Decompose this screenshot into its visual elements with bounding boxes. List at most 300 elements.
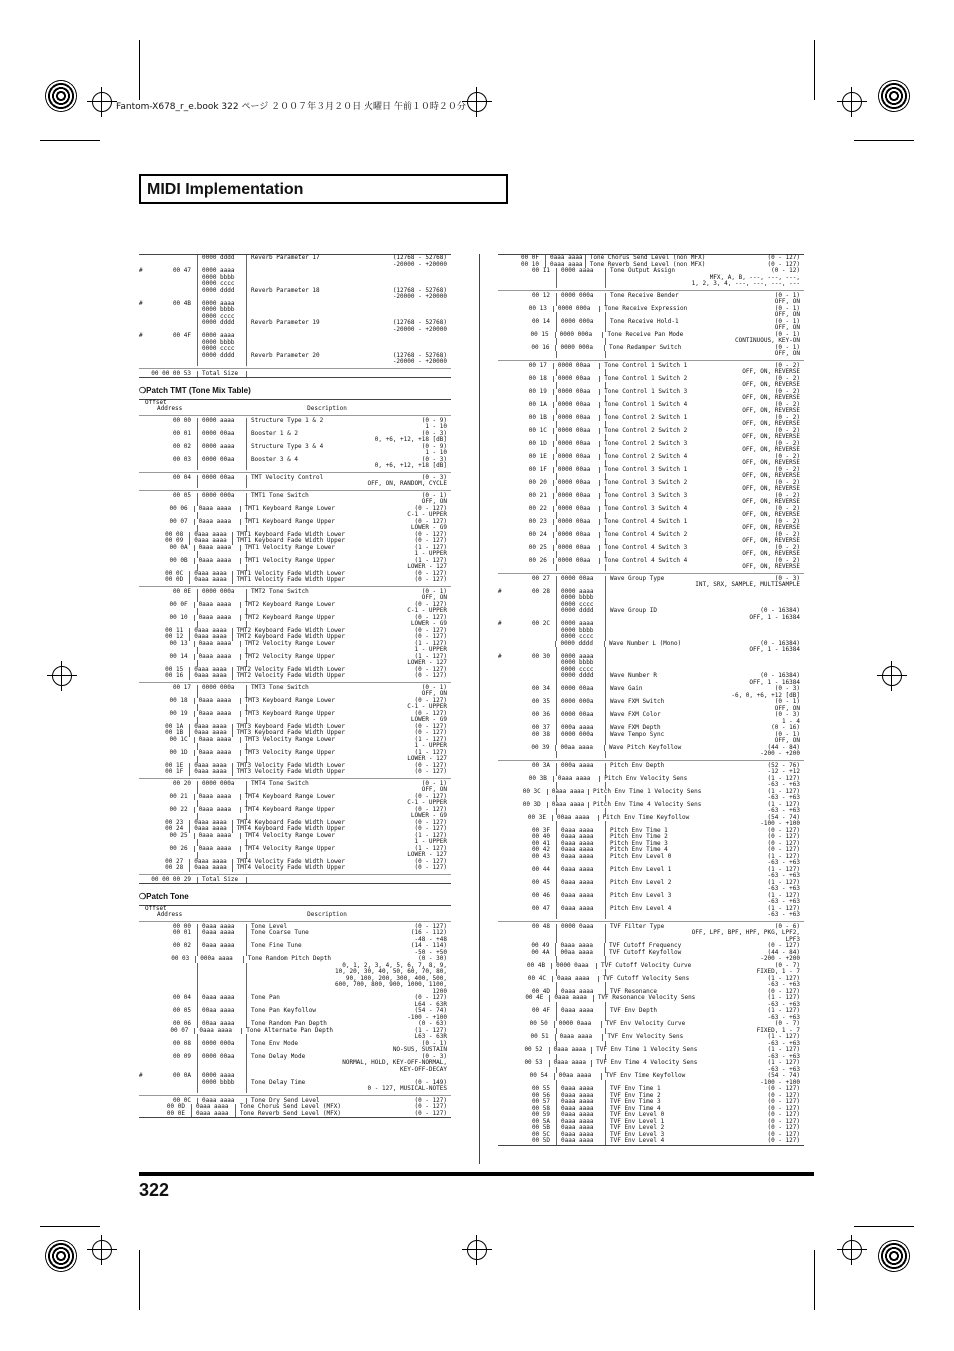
row-description: Pitch Env Depth: [605, 763, 680, 770]
row-description: TMT4 Keyboard Range Upper: [240, 807, 335, 814]
row-data: 0000 bbbb: [197, 340, 246, 347]
row-data: 0aaa aaaa: [197, 1098, 246, 1105]
row-description: Tone Control 1 Switch 4: [599, 402, 687, 409]
row-address: 00 15: [530, 330, 549, 338]
row-address: 00 0C: [172, 1096, 191, 1104]
row-range: C-1 - UPPER: [407, 511, 447, 518]
row-description: TVF Env Time 1: [605, 1086, 680, 1093]
row-range: (0 - 1): [774, 730, 800, 738]
row-range: (0 - 16384): [760, 639, 800, 647]
row-description: TVF Env Velocity Sens: [602, 1034, 683, 1041]
row-data: 0000 aaaa: [197, 444, 246, 451]
row-separator: [498, 760, 804, 761]
row-data: 0000 bbbb: [197, 307, 246, 314]
row-description: TMT4 Velocity Range Lower: [240, 833, 335, 840]
row-description: Pitch Env Level 0: [605, 854, 680, 861]
table-header: [139, 906, 451, 919]
row-marker: #: [139, 332, 143, 339]
row-data: 0000 000a: [556, 319, 605, 326]
row-range: LOWER - 127: [407, 563, 447, 570]
row-description: TVF Env Level 2: [605, 1125, 680, 1132]
row-range: (0 - 127): [414, 504, 447, 512]
row-range: LOWER - 127: [407, 659, 447, 666]
row-data: 0aaa aaaa: [194, 506, 240, 513]
row-range: OFF, ON, REVERSE: [742, 394, 800, 401]
row-data: 0aaa aaaa: [556, 880, 605, 887]
row-data: 0aaa aaaa: [556, 1125, 605, 1132]
row-data: 0aaa aaaa: [194, 833, 240, 840]
row-range: -20000 - +20000: [392, 325, 447, 333]
row-range: (0 - 2): [774, 374, 800, 382]
row-separator: [498, 290, 804, 291]
row-range: (0 - 127): [767, 1104, 800, 1112]
row-range: (0 - 127): [414, 729, 447, 736]
row-range: 600, 700, 800, 900, 1000, 1100,: [335, 981, 447, 988]
row-description: Wave Number R: [605, 673, 680, 680]
row-range: OFF, ON, REVERSE: [742, 433, 800, 440]
row-data: [197, 359, 246, 366]
row-address: 00 4C: [527, 974, 546, 982]
row-data: 0000 aaaa: [197, 333, 246, 340]
row-description: Pitch Env Level 2: [605, 880, 680, 887]
row-data: 0000 000a: [556, 293, 605, 300]
row-description: Tone Control 2 Switch 4: [599, 454, 687, 461]
row-data: 0000 cccc: [197, 281, 246, 288]
row-range: NORMAL, HOLD, KEY-OFF-NORMAL,: [342, 1059, 447, 1066]
row-data: 0000 bbbb: [197, 275, 246, 282]
row-data: 0aaa aaaa: [189, 826, 231, 833]
row-range: -63 - +63: [767, 1052, 800, 1060]
row-data: 0000 aaaa: [556, 589, 605, 596]
row-range: (0 - 2): [774, 504, 800, 512]
row-data: 0000 aaaa: [197, 1073, 246, 1080]
row-range: (0 - 127): [414, 576, 447, 583]
row-description: TMT4 Velocity Fade Width Upper: [232, 865, 345, 872]
row-address: 00 27: [531, 574, 550, 582]
row-range: L64 - 63R: [414, 1000, 447, 1008]
row-address: 00 03: [172, 455, 191, 463]
row-address: 00 1C: [528, 426, 547, 434]
row-address: 00 1B: [528, 413, 547, 421]
row-range: (0 - 1): [774, 304, 800, 312]
row-address: 00 20: [528, 478, 547, 486]
row-data: 0000 aaaa: [197, 268, 246, 275]
row-description: TMT2 Velocity Range Upper: [240, 654, 335, 661]
row-data: 0aaa aaaa: [194, 807, 240, 814]
row-data: 0aaa aaaa: [556, 828, 605, 835]
row-address: 00 23: [528, 517, 547, 525]
row-range: (1 - 127): [767, 1033, 801, 1040]
crop-line: [854, 1226, 914, 1227]
row-range: -20000 - +20000: [392, 358, 447, 365]
row-description: TMT1 Velocity Fade Width Lower: [232, 571, 345, 578]
row-data: 0aaa aaaa: [189, 577, 231, 584]
row-range: -12 - +12: [767, 768, 800, 775]
table-row: [139, 577, 451, 584]
row-data: 0000 000a: [197, 493, 246, 500]
row-address: 00 15: [165, 665, 184, 673]
row-address: 00 0E: [172, 587, 191, 595]
row-address: 00 20: [172, 779, 191, 787]
row-range: (0 - 127): [414, 768, 447, 775]
row-address: 00 55: [531, 1085, 550, 1092]
row-description: [605, 751, 680, 758]
row-address: 00 05: [172, 1007, 191, 1014]
row-description: [246, 877, 327, 884]
row-description: TMT4 Velocity Range Upper: [240, 846, 335, 853]
row-range: LOWER - G9: [410, 812, 447, 819]
row-range: (0 - 3): [421, 455, 447, 463]
row-address: 00 5C: [531, 1130, 550, 1138]
row-address: 00 07: [170, 1026, 189, 1034]
row-description: Tone Delay Mode: [246, 1054, 327, 1061]
row-data: 0aaa aaaa: [553, 776, 599, 783]
row-address: 00 07: [169, 517, 188, 525]
crosshair-mark-top-left: [92, 92, 112, 112]
row-address: [504, 912, 556, 919]
row-data: 0aaa aaaa: [189, 763, 231, 770]
row-range: (1 - 127): [767, 994, 801, 1001]
row-data: 0000 aaaa: [556, 268, 605, 275]
row-range: -100 - +100: [760, 820, 800, 827]
row-range: (0 - 127): [767, 833, 800, 840]
section-title-box: [139, 174, 508, 204]
row-range: OFF, ON: [774, 298, 800, 305]
row-data: 0aaa aaaa: [189, 865, 231, 872]
row-range: -20000 - +20000: [392, 260, 447, 268]
row-data: 0000 000a: [556, 732, 605, 739]
row-description: Pitch Env Time 1 Velocity Sens: [588, 789, 701, 796]
row-range: (0 - 1): [774, 330, 801, 338]
row-range: (0 - 127): [414, 864, 447, 871]
row-description: TMT1 Velocity Range Upper: [240, 558, 335, 565]
row-address: 00 10: [169, 613, 188, 621]
row-separator: [498, 573, 804, 574]
row-data: 0aaa aaaa: [189, 859, 231, 866]
row-address: 00 3D: [522, 800, 541, 808]
row-description: TMT1 Keyboard Fade Width Upper: [232, 538, 345, 545]
row-description: Tone Control 1 Switch 2: [599, 376, 687, 383]
tone-heading: ❍Patch Tone: [139, 892, 189, 901]
row-description: Tone Control 4 Switch 2: [599, 532, 687, 539]
row-data: 0000 cccc: [197, 346, 246, 353]
row-description: Pitch Env Velocity Sens: [599, 776, 687, 783]
row-description: TMT2 Velocity Fade Width Upper: [232, 673, 345, 680]
row-description: TMT2 Velocity Fade Width Lower: [232, 667, 345, 674]
row-description: Tone Chorus Send Level (non MFX): [585, 255, 706, 262]
row-description: Tone Control 2 Switch 1: [599, 415, 687, 422]
row-data: 0000 00aa: [553, 493, 599, 500]
row-address: 00 04: [172, 473, 191, 481]
row-description: Pitch Env Level 1: [605, 867, 680, 874]
row-description: Reverb Parameter 20: [246, 353, 327, 360]
row-range: (0 - 7): [774, 1020, 800, 1027]
row-range: (0 - 1): [774, 291, 800, 299]
row-range: (1 - 127): [767, 865, 800, 873]
row-data: 0000 00aa: [553, 376, 599, 383]
row-range: C-1 - UPPER: [407, 703, 447, 710]
row-range: OFF, ON, REVERSE: [742, 407, 800, 414]
row-range: FIXED, 1 - 7: [756, 968, 800, 975]
row-range: 90, 100, 200, 300, 400, 500,: [345, 974, 447, 982]
row-address: 00 43: [531, 852, 550, 860]
row-data: 0000 000a: [555, 345, 604, 352]
row-marker: #: [498, 652, 502, 660]
row-data: 0aaa aaaa: [191, 1111, 235, 1118]
row-data: 0000 00aa: [556, 576, 605, 583]
row-range: (0 - 2): [774, 478, 800, 486]
row-range: (44 - 84): [767, 743, 800, 751]
row-range: 1 - 10: [425, 449, 447, 456]
row-data: 00aa aaaa: [197, 1021, 246, 1028]
table-row: [498, 281, 804, 288]
row-range: (12768 - 52768): [392, 286, 447, 294]
table-row: [498, 751, 804, 758]
row-range: (0 - 3): [421, 1052, 447, 1060]
row-address: [145, 481, 197, 488]
row-data: 0aaa aaaa: [194, 698, 240, 705]
row-address: 00 18: [528, 374, 547, 382]
row-range: (0 - 12): [771, 267, 800, 274]
row-data: 0000 dddd: [555, 641, 604, 648]
row-data: 0aaa aaaa: [555, 943, 604, 950]
row-range: MFX, A, B, ---, ---, ---,: [709, 273, 800, 281]
tmt-heading: ❍Patch TMT (Tone Mix Table): [139, 386, 251, 395]
row-address: 00 1C: [169, 735, 188, 743]
row-range: KEY-OFF-DECAY: [400, 1065, 447, 1073]
row-data: 0000 00aa: [553, 519, 599, 526]
row-address: 00 1F: [528, 465, 547, 473]
row-description: Wave FXM Switch: [605, 699, 680, 706]
row-data: 0aaa aaaa: [556, 841, 605, 848]
row-description: Tone Alternate Pan Depth: [241, 1028, 333, 1035]
row-data: 0000 000a: [197, 685, 246, 692]
row-address: 00 4A: [531, 948, 550, 956]
row-data: 0aaa aaaa: [194, 615, 240, 622]
row-data: 0aaa aaaa: [556, 1138, 605, 1145]
row-range: (1 - 127): [414, 735, 447, 743]
row-range: (1 - 127): [414, 543, 447, 551]
row-description: TMT3 Keyboard Fade Width Upper: [232, 730, 345, 737]
row-data: 0000 dddd: [556, 673, 605, 680]
row-range: (1 - 127): [414, 639, 447, 647]
row-description: TMT Velocity Control: [246, 475, 327, 482]
row-range: (1 - 127): [767, 1046, 800, 1053]
row-data: 0000 00aa: [553, 441, 599, 448]
row-range: OFF, ON: [774, 324, 800, 331]
row-description: [246, 371, 327, 378]
crop-line: [814, 40, 815, 100]
row-description: Reverb Parameter 17: [246, 255, 327, 262]
reverb-param-table: [139, 254, 451, 378]
crosshair-mark-left: [52, 666, 72, 686]
crop-line: [40, 140, 100, 141]
row-range: (0 - 127): [414, 1109, 447, 1117]
row-range: (0 - 3): [421, 429, 447, 437]
row-data: 0aaa aaaa: [556, 1132, 605, 1139]
row-range: (0 - 9): [421, 416, 447, 424]
row-range: -6, 0, +6, +12 [dB]: [731, 691, 800, 699]
col-address: Address: [157, 911, 183, 918]
row-address: [504, 351, 556, 358]
row-description: TVF Env Time 4: [605, 1106, 680, 1113]
row-address: 00 23: [165, 818, 184, 826]
right-column: [498, 254, 804, 1146]
row-address: 00 41: [531, 839, 550, 847]
table-row: [139, 673, 451, 680]
row-range: NO-SUS, SUSTAIN: [392, 1046, 447, 1053]
row-data: 0000 aaaa: [197, 301, 246, 308]
row-description: TMT1 Keyboard Range Upper: [240, 519, 335, 526]
row-data: 0aaa aaaa: [556, 1112, 605, 1119]
row-range: (0 - 2): [774, 452, 800, 460]
row-description: TMT3 Keyboard Range Upper: [240, 711, 335, 718]
row-data: 0000 dddd: [197, 255, 246, 262]
row-description: Wave Tempo Sync: [605, 732, 680, 739]
col-description: Description: [307, 404, 347, 412]
row-address: 00 57: [531, 1098, 550, 1105]
row-data: 0aaa aaaa: [556, 1119, 605, 1126]
row-address: 00 58: [531, 1104, 550, 1112]
row-address: 00 27: [165, 857, 184, 865]
row-data: 0000 cccc: [556, 667, 605, 674]
row-range: (0 - 2): [774, 465, 800, 473]
crosshair-mark-top-center: [467, 92, 487, 112]
row-address: 00 13: [169, 639, 188, 647]
row-data: 0000 dddd: [197, 353, 246, 360]
row-data: 0000 00aa: [553, 389, 599, 396]
row-description: TMT3 Velocity Fade Width Lower: [232, 763, 345, 770]
row-address: 00 52: [524, 1046, 543, 1053]
row-description: TVF Env Time 3: [605, 1099, 680, 1106]
col-address: Address: [157, 405, 183, 412]
row-description: Tone Level: [246, 924, 327, 931]
row-separator: [139, 682, 451, 683]
row-address: 00 14: [169, 652, 188, 660]
row-address: 00 0E: [166, 1109, 185, 1117]
row-range: 1 - UPPER: [414, 838, 447, 845]
row-range: LOWER - 127: [407, 755, 447, 762]
table-row: [498, 1138, 804, 1145]
row-range: CONTINUOUS, KEY-ON: [734, 337, 800, 344]
row-data: 0aaa aaaa: [194, 737, 240, 744]
row-range: -63 - +63: [767, 794, 800, 801]
row-data: 0000 00aa: [553, 428, 599, 435]
row-description: Tone Receive Pan Mode: [602, 332, 683, 339]
row-range: (0 - 16384): [760, 607, 800, 614]
row-data: 0000 bbbb: [556, 628, 605, 635]
row-data: 0aaa aaaa: [194, 602, 240, 609]
row-description: TMT2 Keyboard Fade Width Lower: [232, 628, 345, 635]
row-data: 0000 aaaa: [197, 418, 246, 425]
row-range: OFF, ON, REVERSE: [742, 563, 800, 570]
row-separator: [139, 490, 451, 491]
row-address: 00 17: [172, 683, 191, 691]
row-range: -63 - +63: [767, 885, 800, 892]
row-data: 0000 00aa: [553, 467, 599, 474]
row-range: (0 - 127): [414, 818, 447, 826]
row-data: 0000 00aa: [556, 712, 605, 719]
row-range: (0 - 1): [421, 491, 447, 499]
row-range: INT, SRX, SAMPLE, MULTISAMPLE: [695, 581, 800, 588]
row-data: Total Size: [197, 371, 246, 378]
row-data: 00aa aaaa: [197, 1008, 246, 1015]
row-range: -63 - +63: [767, 872, 800, 879]
row-range: 1 - UPPER: [414, 742, 447, 749]
row-range: -63 - +63: [767, 1039, 800, 1047]
row-data: 0aaa aaaa: [189, 571, 231, 578]
row-range: (0 - 127): [414, 613, 447, 621]
row-data: [556, 912, 605, 919]
row-range: (1 - 127): [414, 1026, 447, 1034]
row-range: (0 - 2): [774, 530, 800, 538]
row-range: (1 - 127): [767, 891, 800, 899]
row-range: OFF, ON: [774, 350, 800, 357]
row-range: (0 - 3): [774, 574, 800, 582]
row-description: [605, 281, 680, 288]
row-data: 0000 000a: [556, 699, 605, 706]
row-data: 00aa aaaa: [555, 745, 604, 752]
row-data: 00aa aaaa: [552, 815, 598, 822]
row-address: 00 30: [531, 652, 550, 660]
row-data: 0aaa aaaa: [556, 867, 605, 874]
row-data: 0000 cccc: [556, 634, 605, 641]
row-data: 0aaa aaaa: [556, 834, 605, 841]
row-data: 0aaa aaaa: [194, 1028, 241, 1035]
row-description: Tone Coarse Tune: [246, 930, 327, 937]
row-range: (0 - 127): [414, 722, 447, 730]
row-range: -63 - +63: [767, 1000, 800, 1008]
row-address: 00 24: [528, 530, 547, 538]
table-row: [139, 877, 451, 884]
row-range: 10, 20, 30, 40, 50, 60, 70, 80,: [335, 968, 447, 975]
row-range: 0 - 127, MUSICAL-NOTES: [367, 1085, 447, 1092]
row-address: 00 1D: [528, 439, 547, 447]
row-description: [246, 481, 327, 488]
row-address: 00 36: [531, 711, 550, 718]
row-data: 0000 0aaa: [556, 924, 605, 931]
row-data: [197, 481, 246, 488]
row-data: [197, 463, 246, 470]
row-description: Tone Control 1 Switch 3: [599, 389, 687, 396]
row-range: -100 - +100: [407, 1013, 447, 1021]
row-address: 00 47: [172, 267, 191, 274]
row-range: (0 - 127): [767, 260, 801, 268]
row-description: TVF Resonance Velocity Sens: [593, 995, 696, 1002]
row-address: 00 19: [528, 387, 547, 395]
row-range: (0 - 149): [414, 1078, 447, 1086]
row-data: 0aaa aaaa: [189, 667, 231, 674]
row-data: 0aaa aaaa: [556, 906, 605, 913]
row-data: 0aaa aaaa: [189, 628, 231, 635]
row-description: Tone Delay Time: [246, 1080, 327, 1087]
row-description: Tone Pan Keyfollow: [246, 1008, 327, 1015]
row-description: Pitch Env Level 4: [605, 906, 680, 913]
table-row: [139, 371, 451, 378]
row-range: (0 - 127): [414, 1096, 447, 1104]
row-address: 00 4F: [172, 332, 191, 339]
row-address: 00 18: [169, 696, 188, 704]
row-range: OFF, ON: [421, 498, 447, 505]
row-range: -63 - +63: [767, 781, 800, 788]
row-data: 0aaa aaaa: [189, 532, 231, 539]
row-description: Wave Gain: [605, 686, 680, 693]
row-address: 00 4E: [525, 994, 544, 1001]
row-address: 00 01: [172, 929, 191, 936]
row-range: (0 - 3): [774, 685, 800, 692]
row-marker: #: [498, 587, 502, 595]
row-address: 00 53: [524, 1059, 543, 1066]
